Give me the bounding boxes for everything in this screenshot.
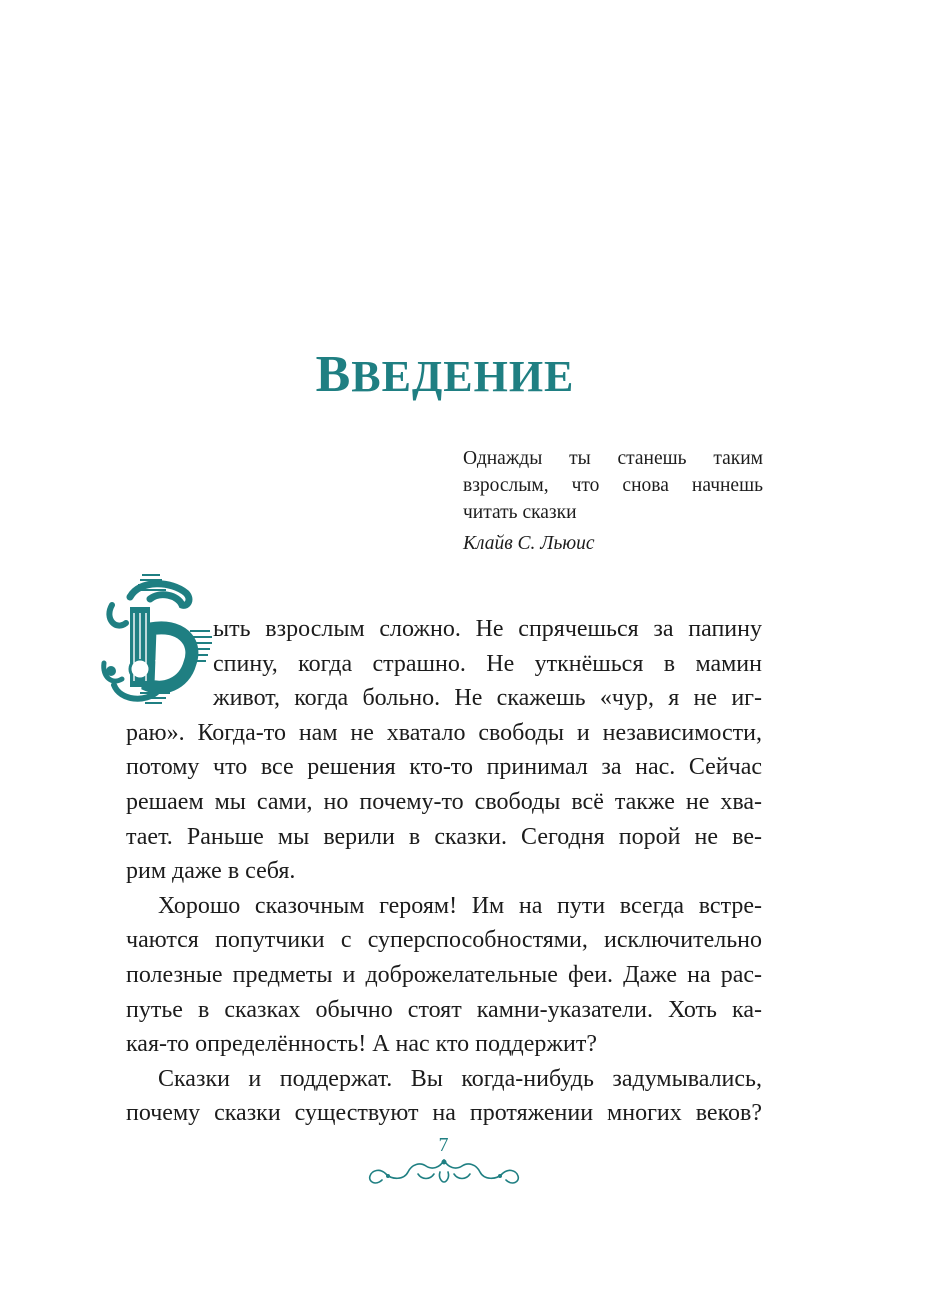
chapter-title-rest: ВЕДЕНИЕ — [351, 352, 575, 401]
page-number: 7 — [438, 1134, 449, 1156]
epigraph-line: читать сказки — [463, 502, 577, 523]
text-line: почему сказки существуют на протяжении многих веков? — [126, 1100, 762, 1127]
chapter-title — [0, 345, 890, 404]
chapter-title-initial: В — [315, 346, 352, 403]
epigraph — [463, 445, 763, 557]
text-line: раю». Когда-то нам не хватало свободы и независимости, — [126, 719, 762, 746]
text-line: спину, когда страшно. Не уткнёшься в мамин — [213, 650, 762, 677]
text-line: решаем мы сами, но почему-то свободы всё также не хва- — [126, 788, 762, 815]
drop-cap-letter: Б — [154, 658, 166, 675]
text-line: рим даже в себя. — [126, 858, 296, 885]
body-text — [126, 612, 762, 1131]
epigraph-line: взрослым, что снова начнешь — [463, 475, 763, 496]
text-line: чаются попутчики с суперспособностями, исключительно — [126, 927, 762, 954]
text-line: потому что все решения кто-то принимал за нас. Сейчас — [126, 754, 762, 781]
paragraph — [126, 1062, 762, 1131]
epigraph-author: Клайв С. Льюис — [463, 533, 595, 554]
text-line: тает. Раньше мы верили в сказки. Сегодня порой не ве- — [126, 823, 762, 850]
text-line: Сказки и поддержат. Вы когда-нибудь задумывались, — [158, 1065, 762, 1092]
paragraph — [126, 612, 762, 889]
text-line: кая-то определённость! А нас кто поддержит? — [126, 1031, 597, 1058]
paragraph — [126, 889, 762, 1062]
text-line: полезные предметы и доброжелательные феи. Даже на рас- — [126, 961, 762, 988]
epigraph-line: Однажды ты станешь таким — [463, 448, 763, 469]
text-line: Хорошо сказочным героям! Им на пути всегда встре- — [158, 892, 762, 919]
text-line: живот, когда больно. Не скажешь «чур, я не иг- — [213, 685, 762, 712]
text-line: путье в сказках обычно стоят камни-указатели. Хоть ка- — [126, 996, 762, 1023]
flourish-ornament-icon — [368, 1152, 520, 1188]
text-line: ыть взрослым сложно. Не спрячешься за папину — [213, 616, 762, 642]
